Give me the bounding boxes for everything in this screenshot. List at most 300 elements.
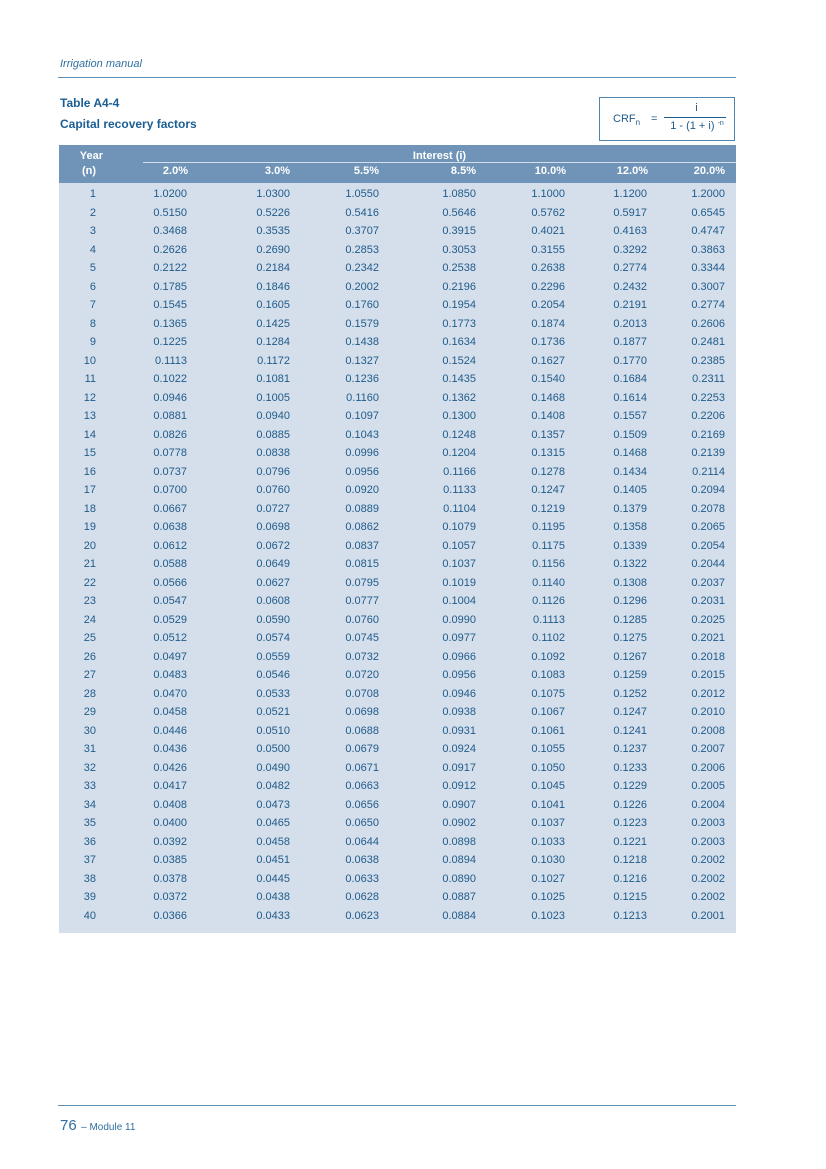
crf-cell: 0.1050 — [531, 761, 565, 774]
crf-cell: 0.2184 — [256, 262, 290, 274]
year-cell: 10 — [83, 354, 96, 367]
crf-cell: 0.0458 — [256, 835, 290, 848]
crf-cell: 0.0445 — [256, 872, 290, 885]
year-cell: 13 — [83, 410, 96, 422]
crf-cell: 0.5917 — [613, 206, 647, 219]
year-cell: 9 — [89, 336, 96, 348]
crf-cell: 0.0546 — [256, 669, 290, 681]
table-row — [59, 204, 736, 223]
header-year: Year — [79, 150, 103, 162]
crf-cell: 0.4021 — [531, 225, 565, 237]
crf-cell: 0.1524 — [442, 354, 476, 367]
crf-cell: 0.1247 — [613, 706, 647, 718]
formula-denominator-exponent: -n — [717, 120, 724, 127]
crf-cell: 0.0890 — [442, 872, 476, 885]
year-cell: 22 — [83, 576, 96, 589]
crf-cell: 0.1004 — [442, 595, 476, 607]
crf-cell: 0.0417 — [153, 780, 187, 792]
crf-cell: 0.0887 — [442, 891, 476, 903]
crf-cell: 1.0200 — [153, 188, 187, 200]
crf-cell: 0.1540 — [531, 373, 565, 385]
crf-cell: 0.0588 — [153, 558, 187, 570]
crf-cell: 0.0826 — [153, 428, 187, 441]
table-row — [59, 481, 736, 500]
crf-cell: 0.3468 — [153, 225, 187, 237]
crf-cell: 0.1092 — [531, 650, 565, 663]
crf-cell: 0.0688 — [345, 724, 379, 737]
header-rate: 12.0% — [616, 165, 648, 177]
table-header — [59, 145, 736, 183]
crf-cell: 0.2206 — [691, 410, 725, 422]
crf-cell: 0.1172 — [257, 354, 290, 367]
crf-cell: 0.1358 — [613, 521, 647, 533]
crf-cell: 0.1252 — [613, 687, 647, 700]
crf-cell: 0.2008 — [691, 724, 725, 737]
crf-cell: 0.1229 — [613, 780, 647, 792]
year-cell: 30 — [83, 724, 96, 737]
header-rate: 5.5% — [353, 165, 379, 177]
crf-cell: 0.1156 — [532, 558, 565, 570]
crf-cell: 0.0378 — [153, 872, 187, 885]
crf-cell: 0.1770 — [613, 354, 647, 367]
table-row — [59, 907, 736, 926]
formula-lhs — [613, 113, 640, 127]
formula-denominator-text: 1 - (1 + i) — [670, 120, 715, 132]
crf-cell: 0.1113 — [154, 354, 187, 367]
crf-cell: 0.0907 — [442, 798, 476, 811]
crf-cell: 0.0465 — [256, 817, 290, 829]
table-row — [59, 703, 736, 722]
crf-cell: 0.1614 — [613, 391, 647, 404]
table-row — [59, 518, 736, 537]
crf-cell: 0.0392 — [153, 835, 187, 848]
year-cell: 20 — [83, 539, 96, 552]
crf-cell: 0.2342 — [345, 262, 379, 274]
crf-cell: 0.1113 — [532, 613, 565, 626]
year-cell: 7 — [89, 299, 96, 311]
table-row — [59, 666, 736, 685]
crf-cell: 0.1037 — [442, 558, 476, 570]
header-rate: 2.0% — [162, 165, 188, 177]
crf-cell: 0.1259 — [613, 669, 647, 681]
table-row — [59, 777, 736, 796]
crf-cell: 0.1468 — [613, 447, 647, 459]
table-title: Capital recovery factors — [60, 117, 197, 131]
crf-cell: 0.1079 — [442, 521, 476, 533]
table-row — [59, 759, 736, 778]
crf-cell: 0.1785 — [153, 280, 187, 293]
crf-cell: 0.0956 — [345, 465, 379, 478]
crf-cell: 0.2044 — [691, 558, 725, 570]
crf-cell: 0.0566 — [153, 576, 187, 589]
year-cell: 25 — [83, 632, 96, 644]
table-row — [59, 370, 736, 389]
crf-cell: 0.5416 — [345, 206, 379, 219]
crf-cell: 0.2311 — [692, 373, 725, 385]
crf-cell: 0.4163 — [613, 225, 647, 237]
crf-cell: 0.0510 — [256, 724, 290, 737]
crf-cell: 0.1315 — [531, 447, 565, 459]
year-cell: 5 — [89, 262, 96, 274]
crf-cell: 0.1379 — [613, 502, 647, 515]
crf-cell: 0.1133 — [443, 484, 476, 496]
crf-cell: 0.2015 — [691, 669, 725, 681]
crf-cell: 0.1248 — [442, 428, 476, 441]
crf-cell: 0.1308 — [613, 576, 647, 589]
crf-cell: 0.0838 — [256, 447, 290, 459]
crf-cell: 0.1166 — [443, 465, 476, 478]
crf-cell: 0.1509 — [613, 428, 647, 441]
crf-cell: 0.0521 — [256, 706, 290, 718]
crf-cell: 0.2010 — [691, 706, 725, 718]
crf-cell: 0.1327 — [345, 354, 379, 367]
crf-cell: 0.0663 — [345, 780, 379, 792]
crf-cell: 0.1102 — [532, 632, 565, 644]
crf-cell: 0.0650 — [345, 817, 379, 829]
crf-cell: 0.1362 — [442, 391, 476, 404]
crf-cell: 0.1023 — [531, 909, 565, 922]
crf-cell: 0.2004 — [691, 798, 725, 811]
crf-cell: 0.0902 — [442, 817, 476, 829]
crf-cell: 0.1216 — [613, 872, 647, 885]
crf-cell: 0.2122 — [153, 262, 187, 274]
crf-cell: 0.2538 — [442, 262, 476, 274]
crf-cell: 0.2007 — [691, 743, 725, 755]
crf-cell: 0.2031 — [691, 595, 725, 607]
table-row — [59, 592, 736, 611]
table-row — [59, 259, 736, 278]
crf-cell: 0.2037 — [691, 576, 725, 589]
crf-cell: 0.0385 — [153, 854, 187, 866]
crf-cell: 0.0940 — [256, 410, 290, 422]
crf-cell: 0.1275 — [613, 632, 647, 644]
crf-cell: 0.3292 — [613, 243, 647, 256]
crf-cell: 0.2481 — [691, 336, 725, 348]
running-head: Irrigation manual — [60, 58, 142, 70]
crf-cell: 0.0917 — [442, 761, 476, 774]
table-row — [59, 407, 736, 426]
crf-cell: 0.1365 — [153, 317, 187, 330]
year-cell: 38 — [83, 872, 96, 885]
crf-cell: 0.2432 — [613, 280, 647, 293]
table-row — [59, 185, 736, 204]
year-cell: 28 — [83, 687, 96, 700]
table-row — [59, 833, 736, 852]
header-interest: Interest (i) — [412, 150, 467, 162]
table-row — [59, 722, 736, 741]
crf-cell: 0.3915 — [442, 225, 476, 237]
year-cell: 21 — [83, 558, 96, 570]
table-row — [59, 278, 736, 297]
crf-cell: 0.0483 — [153, 669, 187, 681]
table-row — [59, 648, 736, 667]
crf-cell: 0.1634 — [442, 336, 476, 348]
crf-cell: 0.0533 — [256, 687, 290, 700]
crf-cell: 0.1405 — [613, 484, 647, 496]
crf-cell: 0.0633 — [345, 872, 379, 885]
crf-cell: 0.1557 — [613, 410, 647, 422]
crf-cell: 0.3863 — [691, 243, 725, 256]
crf-cell: 0.0679 — [345, 743, 379, 755]
header-rate: 8.5% — [450, 165, 476, 177]
crf-cell: 0.2002 — [691, 854, 725, 866]
crf-cell: 0.1030 — [531, 854, 565, 866]
year-cell: 24 — [83, 613, 96, 626]
year-cell: 19 — [83, 521, 96, 533]
crf-cell: 0.0884 — [442, 909, 476, 922]
crf-cell: 0.1104 — [443, 502, 476, 515]
header-rate: 3.0% — [264, 165, 290, 177]
crf-cell: 0.2002 — [691, 872, 725, 885]
module-label: – Module 11 — [81, 1122, 136, 1133]
crf-cell: 0.5226 — [256, 206, 290, 219]
crf-cell: 0.0500 — [256, 743, 290, 755]
table-row — [59, 814, 736, 833]
crf-cell: 0.2012 — [691, 687, 725, 700]
year-cell: 29 — [83, 706, 96, 718]
crf-cell: 1.0300 — [256, 188, 290, 200]
crf-cell: 0.1438 — [345, 336, 379, 348]
crf-cell: 0.3707 — [345, 225, 379, 237]
table-row — [59, 555, 736, 574]
table-row — [59, 222, 736, 241]
crf-cell: 0.0938 — [442, 706, 476, 718]
crf-cell: 0.2191 — [613, 299, 647, 311]
year-cell: 15 — [83, 447, 96, 459]
crf-cell: 0.2253 — [691, 391, 725, 404]
table-row — [59, 740, 736, 759]
crf-cell: 0.2006 — [691, 761, 725, 774]
crf-cell: 1.2000 — [691, 188, 725, 200]
crf-cell: 0.2002 — [691, 891, 725, 903]
crf-cell: 0.1241 — [613, 724, 647, 737]
table-row — [59, 426, 736, 445]
year-cell: 11 — [84, 373, 96, 385]
crf-cell: 0.2196 — [442, 280, 476, 293]
formula-denominator — [664, 120, 730, 132]
crf-cell: 1.1000 — [531, 188, 565, 200]
crf-cell: 0.1126 — [532, 595, 565, 607]
crf-cell: 0.1223 — [613, 817, 647, 829]
table-row — [59, 296, 736, 315]
crf-cell: 0.2001 — [691, 909, 725, 922]
crf-cell: 0.1219 — [531, 502, 565, 515]
crf-cell: 0.1041 — [531, 798, 565, 811]
crf-cell: 1.0550 — [345, 188, 379, 200]
formula-fraction-bar — [664, 117, 726, 118]
year-cell: 23 — [83, 595, 96, 607]
year-cell: 12 — [83, 391, 96, 404]
year-cell: 2 — [89, 206, 96, 219]
crf-cell: 0.2626 — [153, 243, 187, 256]
crf-cell: 0.0889 — [345, 502, 379, 515]
crf-cell: 0.0698 — [345, 706, 379, 718]
table-row — [59, 574, 736, 593]
crf-cell: 0.0698 — [256, 521, 290, 533]
crf-cell: 0.0966 — [442, 650, 476, 663]
year-cell: 16 — [83, 465, 96, 478]
crf-cell: 0.1357 — [531, 428, 565, 441]
crf-cell: 0.0667 — [153, 502, 187, 515]
table-row — [59, 888, 736, 907]
crf-cell: 0.1468 — [531, 391, 565, 404]
crf-cell: 0.1408 — [531, 410, 565, 422]
crf-cell: 0.3344 — [691, 262, 725, 274]
crf-cell: 0.0671 — [345, 761, 379, 774]
crf-cell: 0.1236 — [345, 373, 379, 385]
crf-cell: 0.1019 — [442, 576, 476, 589]
crf-cell: 0.0644 — [345, 835, 379, 848]
table-row — [59, 389, 736, 408]
crf-cell: 0.0745 — [345, 632, 379, 644]
crf-cell: 0.3053 — [442, 243, 476, 256]
year-cell: 1 — [89, 188, 96, 200]
crf-cell: 0.1083 — [531, 669, 565, 681]
table-row — [59, 685, 736, 704]
crf-cell: 0.0777 — [345, 595, 379, 607]
crf-cell: 0.0894 — [442, 854, 476, 866]
crf-cell: 0.1233 — [613, 761, 647, 774]
crf-cell: 0.2054 — [531, 299, 565, 311]
crf-cell: 0.1057 — [442, 539, 476, 552]
formula-lhs-text: CRF — [613, 113, 636, 125]
crf-cell: 0.1285 — [613, 613, 647, 626]
year-cell: 31 — [83, 743, 96, 755]
year-cell: 40 — [83, 909, 96, 922]
crf-cell: 0.0547 — [153, 595, 187, 607]
crf-cell: 0.0400 — [153, 817, 187, 829]
crf-cell: 0.0796 — [256, 465, 290, 478]
crf-cell: 0.1037 — [531, 817, 565, 829]
crf-cell: 0.0426 — [153, 761, 187, 774]
crf-cell: 0.1322 — [613, 558, 647, 570]
crf-cell: 0.1434 — [613, 465, 647, 478]
year-cell: 33 — [83, 780, 96, 792]
crf-cell: 0.0490 — [256, 761, 290, 774]
crf-cell: 0.2018 — [691, 650, 725, 663]
crf-cell: 0.2139 — [691, 447, 725, 459]
year-cell: 32 — [83, 761, 96, 774]
year-cell: 3 — [89, 225, 96, 237]
crf-cell: 0.5150 — [153, 206, 187, 219]
crf-cell: 0.2065 — [691, 521, 725, 533]
crf-cell: 0.0708 — [345, 687, 379, 700]
crf-cell: 0.0946 — [153, 391, 187, 404]
crf-cell: 0.1545 — [153, 299, 187, 311]
crf-cell: 0.5646 — [442, 206, 476, 219]
formula-equals: = — [651, 113, 658, 125]
crf-cell: 0.0612 — [153, 539, 187, 552]
crf-cell: 0.1627 — [531, 354, 565, 367]
crf-cell: 0.0778 — [153, 447, 187, 459]
crf-cell: 0.3535 — [256, 225, 290, 237]
crf-cell: 0.2005 — [691, 780, 725, 792]
header-interest-rule — [143, 162, 736, 163]
table-row — [59, 611, 736, 630]
crf-cell: 0.0977 — [442, 632, 476, 644]
crf-cell: 0.1025 — [531, 891, 565, 903]
crf-cell: 0.0898 — [442, 835, 476, 848]
crf-cell: 0.2296 — [531, 280, 565, 293]
crf-cell: 0.1874 — [531, 317, 565, 330]
table-row — [59, 315, 736, 334]
crf-cell: 0.1204 — [442, 447, 476, 459]
crf-cell: 0.0574 — [256, 632, 290, 644]
header-n: (n) — [81, 165, 96, 177]
crf-cell: 0.1267 — [613, 650, 647, 663]
year-cell: 27 — [83, 669, 96, 681]
crf-cell: 0.5762 — [531, 206, 565, 219]
crf-cell: 0.2013 — [613, 317, 647, 330]
footer-rule — [58, 1105, 736, 1106]
crf-cell: 0.1339 — [613, 539, 647, 552]
year-cell: 18 — [83, 502, 96, 515]
crf-cell: 0.0366 — [153, 909, 187, 922]
crf-cell: 1.1200 — [613, 188, 647, 200]
table-row — [59, 352, 736, 371]
crf-cell: 0.0720 — [345, 669, 379, 681]
header-rule — [58, 77, 736, 78]
crf-cell: 0.2021 — [691, 632, 725, 644]
crf-cell: 0.0760 — [256, 484, 290, 496]
crf-cell: 0.1043 — [345, 428, 379, 441]
table-row — [59, 796, 736, 815]
crf-cell: 0.0529 — [153, 613, 187, 626]
crf-cell: 0.0512 — [153, 632, 187, 644]
page-number: 76 — [60, 1117, 77, 1134]
crf-cell: 0.0497 — [153, 650, 187, 663]
crf-cell: 0.0727 — [256, 502, 290, 515]
crf-cell: 0.0737 — [153, 465, 187, 478]
crf-cell: 0.6545 — [691, 206, 725, 219]
year-cell: 37 — [83, 854, 96, 866]
crf-cell: 0.0408 — [153, 798, 187, 811]
crf-cell: 0.1218 — [613, 854, 647, 866]
crf-cell: 0.1215 — [613, 891, 647, 903]
year-cell: 26 — [83, 650, 96, 663]
crf-cell: 0.1773 — [442, 317, 476, 330]
crf-cell: 0.1296 — [613, 595, 647, 607]
crf-cell: 0.2078 — [691, 502, 725, 515]
formula-numerator: i — [695, 102, 698, 114]
formula-lhs-subscript: n — [635, 118, 641, 127]
crf-cell: 0.1760 — [345, 299, 379, 311]
year-cell: 4 — [89, 243, 96, 256]
crf-cell: 0.1225 — [153, 336, 187, 348]
crf-cell: 0.1954 — [442, 299, 476, 311]
table-row — [59, 851, 736, 870]
crf-cell: 0.1684 — [613, 373, 647, 385]
crf-cell: 0.0795 — [345, 576, 379, 589]
crf-cell: 0.0990 — [442, 613, 476, 626]
year-cell: 6 — [89, 280, 96, 293]
year-cell: 17 — [83, 484, 96, 496]
crf-cell: 0.1605 — [256, 299, 290, 311]
table-row — [59, 333, 736, 352]
crf-cell: 0.1027 — [531, 872, 565, 885]
crf-cell: 0.0627 — [256, 576, 290, 589]
crf-cell: 0.2606 — [691, 317, 725, 330]
crf-cell: 0.0458 — [153, 706, 187, 718]
crf-cell: 0.0760 — [345, 613, 379, 626]
crf-cell: 0.0638 — [153, 521, 187, 533]
crf-cell: 0.1226 — [613, 798, 647, 811]
table-id: Table A4-4 — [60, 96, 120, 110]
crf-cell: 0.1067 — [531, 706, 565, 718]
crf-cell: 0.2002 — [345, 280, 379, 293]
crf-cell: 0.1877 — [613, 336, 647, 348]
year-cell: 35 — [83, 817, 96, 829]
